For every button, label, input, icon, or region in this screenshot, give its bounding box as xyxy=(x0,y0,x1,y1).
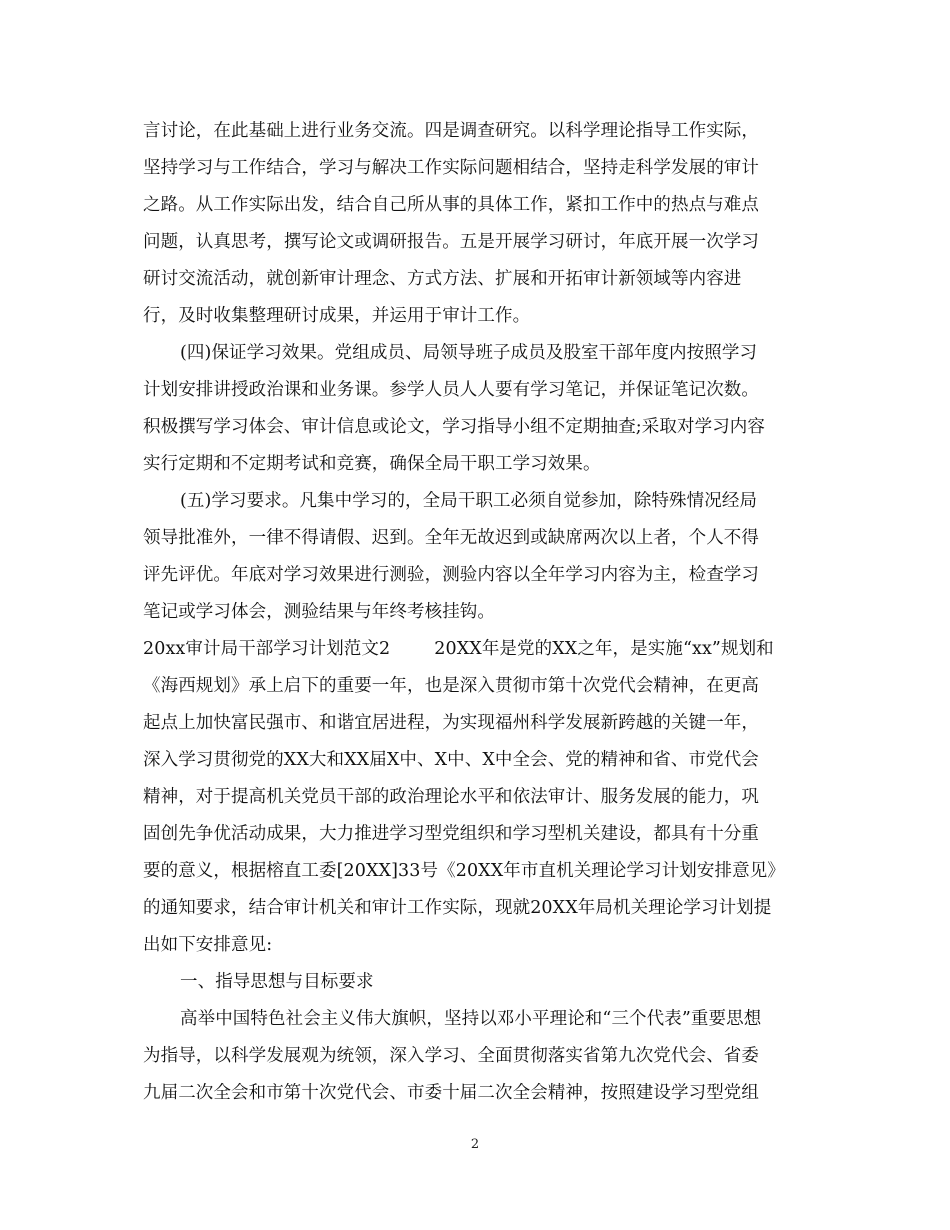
section-title: 20xx审计局干部学习计划范文2 xyxy=(143,639,391,659)
text-line: 领导批准外，一律不得请假、迟到。全年无故迟到或缺席两次以上者，个人不得 xyxy=(143,528,759,548)
text-line: 实行定期和不定期考试和竞赛，确保全局干职工学习效果。 xyxy=(143,454,601,474)
section-heading-line xyxy=(143,631,815,668)
page-number: 2 xyxy=(470,1137,480,1152)
text-line: 固创先争优活动成果，大力推进学习型党组织和学习型机关建设，都具有十分重 xyxy=(143,824,759,844)
paragraph-start-line: (四)保证学习效果。党组成员、局领导班子成员及股室干部年度内按照学习 xyxy=(180,343,758,363)
text-line: 要的意义，根据榕直工委[20XX]33号《20XX年市直机关理论学习计划安排意见》 xyxy=(143,861,785,881)
text-line: 问题，认真思考，撰写论文或调研报告。五是开展学习研讨，年底开展一次学习 xyxy=(143,232,759,252)
subheading-line: 一、指导思想与目标要求 xyxy=(180,972,374,992)
text-line: 《海西规划》承上启下的重要一年，也是深入贯彻市第十次党代会精神，在更高 xyxy=(143,676,759,696)
text-line: 研讨交流活动，就创新审计理念、方式方法、扩展和开拓审计新领域等内容进 xyxy=(143,269,742,289)
text-line: 出如下安排意见: xyxy=(143,935,273,955)
text-line: 精神，对于提高机关党员干部的政治理论水平和依法审计、服务发展的能力，巩 xyxy=(143,787,759,807)
document-body xyxy=(143,113,815,1112)
text-line: 评先评优。年底对学习效果进行测验，测验内容以全年学习内容为主，检查学习 xyxy=(143,565,759,585)
text-line: 积极撰写学习体会、审计信息或论文，学习指导小组不定期抽查;采取对学习内容 xyxy=(143,417,765,437)
paragraph-start-line: 高举中国特色社会主义伟大旗帜，坚持以邓小平理论和“三个代表”重要思想 xyxy=(180,1009,762,1029)
section-lead-text: 20XX年是党的XX之年，是实施“xx”规划和 xyxy=(434,639,774,659)
text-line: 的通知要求，结合审计机关和审计工作实际，现就20XX年局机关理论学习计划提 xyxy=(143,898,772,918)
text-line: 深入学习贯彻党的XX大和XX届X中、X中、X中全会、党的精神和省、市党代会 xyxy=(143,750,759,770)
text-line: 言讨论，在此基础上进行业务交流。四是调查研究。以科学理论指导工作实际， xyxy=(143,121,759,141)
text-line: 九届二次全会和市第十次党代会、市委十届二次全会精神，按照建设学习型党组 xyxy=(143,1083,759,1103)
text-line: 坚持学习与工作结合，学习与解决工作实际问题相结合，坚持走科学发展的审计 xyxy=(143,158,759,178)
text-line: 为指导，以科学发展观为统领，深入学习、全面贯彻落实省第九次党代会、省委 xyxy=(143,1046,759,1066)
text-line: 计划安排讲授政治课和业务课。参学人员人人要有学习笔记，并保证笔记次数。 xyxy=(143,380,759,400)
text-line: 笔记或学习体会，测验结果与年终考核挂钩。 xyxy=(143,602,495,622)
text-line: 之路。从工作实际出发，结合自己所从事的具体工作，紧扣工作中的热点与难点 xyxy=(143,195,759,215)
paragraph-start-line: (五)学习要求。凡集中学习的，全局干职工必须自觉参加，除特殊情况经局 xyxy=(180,491,758,511)
text-line: 行，及时收集整理研讨成果，并运用于审计工作。 xyxy=(143,306,531,326)
text-line: 起点上加快富民强市、和谐宜居进程，为实现福州科学发展新跨越的关键一年， xyxy=(143,713,759,733)
